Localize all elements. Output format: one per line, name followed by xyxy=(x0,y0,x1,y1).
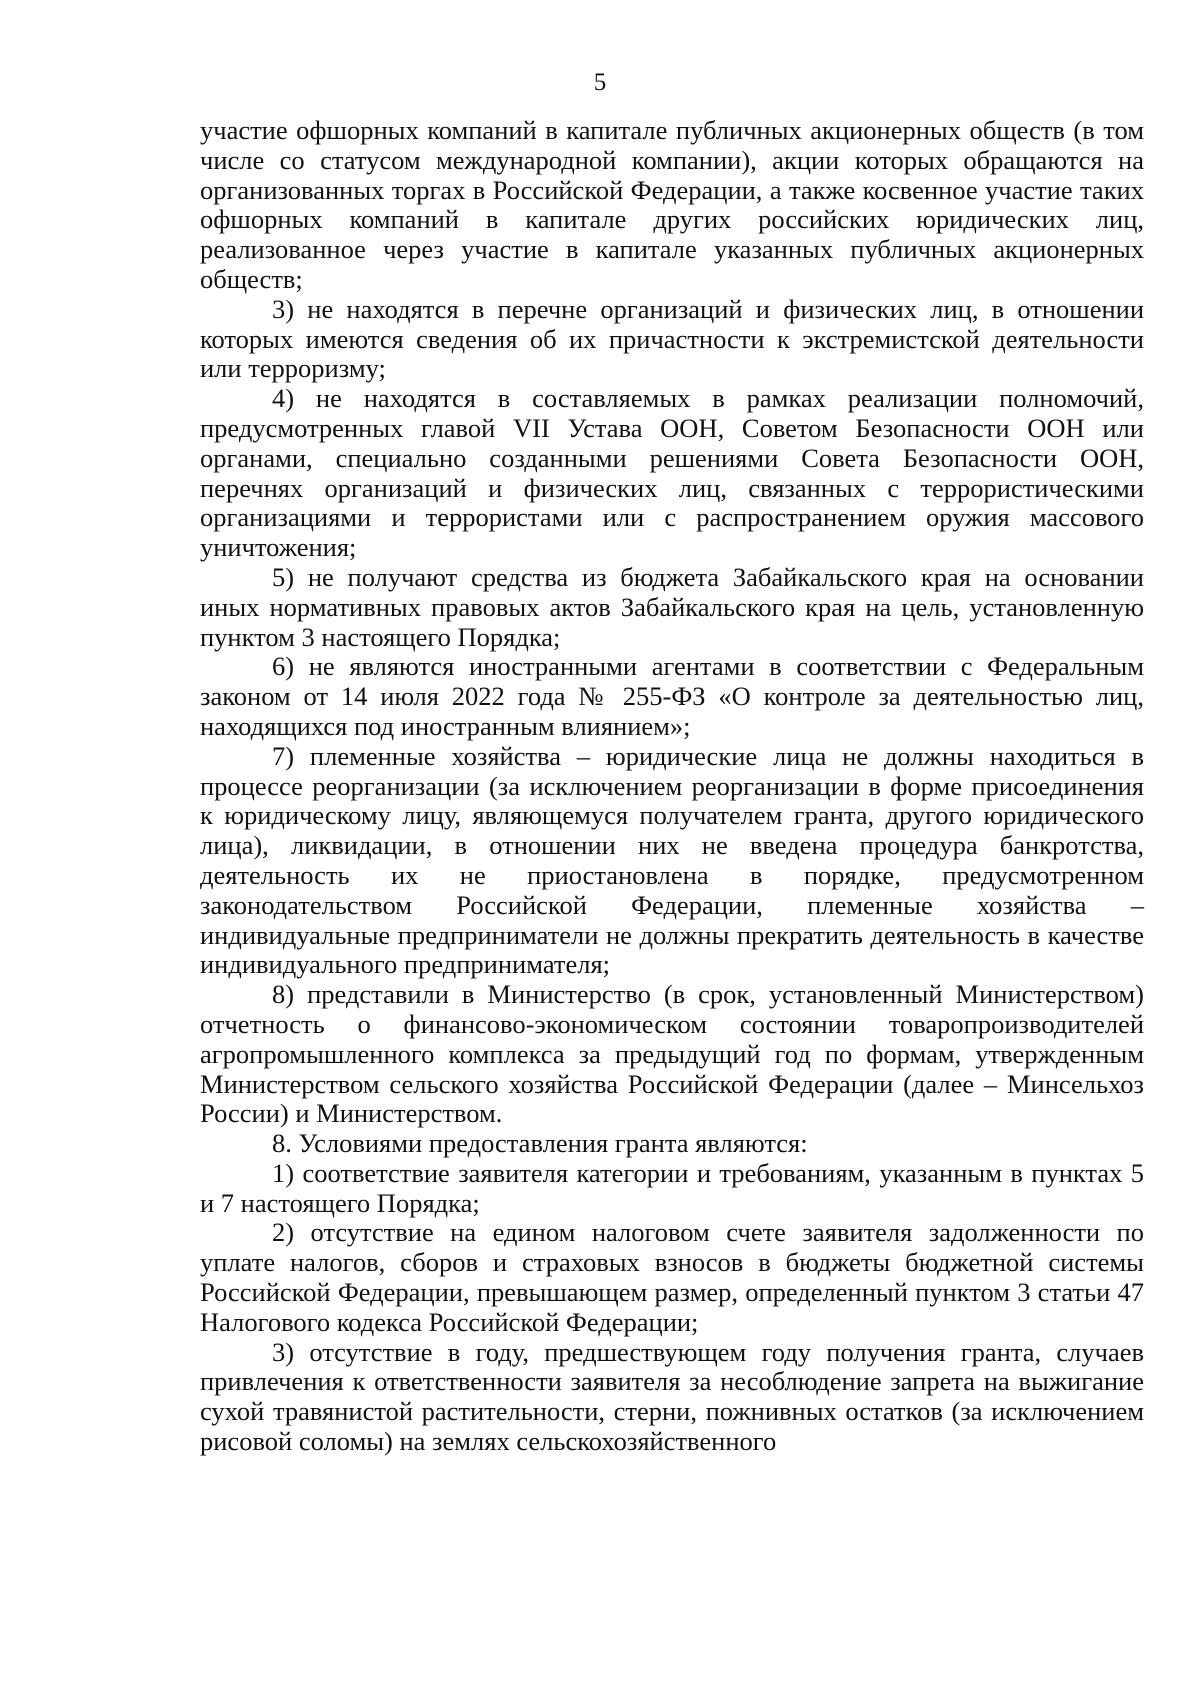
paragraph-item-5: 5) не получают средства из бюджета Забайкальского края на основании иных нормативных правовых актов Забайкальского края на цель, установленную пунктом 3 настоящего Порядка; xyxy=(200,561,1144,652)
document-body xyxy=(200,116,1144,1457)
paragraph-item-3: 3) не находятся в перечне организаций и физических лиц, в отношении которых имеются сведения об их причастности к экстремистской деятельности или терроризму; xyxy=(200,293,1144,384)
paragraph-item-8: 8) представили в Министерство (в срок, установленный Министерством) отчетность о финансово-экономическом состоянии товаропроизводителей агропромышленного комплекса за предыдущий год по формам, утвержденным Министерством сельского хозяйства Российской Федерации (далее – Минсельхоз России) и Министерством. xyxy=(200,979,1144,1129)
condition-item-2: 2) отсутствие на едином налоговом счете заявителя задолженности по уплате налогов, сборов и страховых взносов в бюджеты бюджетной системы Российской Федерации, превышающем размер, определенный пунктом 3 статьи 47 Налогового кодекса Российской Федерации; xyxy=(200,1217,1144,1337)
condition-item-1: 1) соответствие заявителя категории и требованиям, указанным в пунктах 5 и 7 настоящего Порядка; xyxy=(200,1157,1144,1218)
paragraph-continuation: участие офшорных компаний в капитале публичных акционерных обществ (в том числе со статусом международной компании), акции которых обращаются на организованных торгах в Российской Федерации, а также косвенное участие таких офшорных компаний в капитале других российских юридических лиц, реализованное через участие в капитале указанных публичных акционерных обществ; xyxy=(200,115,1144,294)
page-number: 5 xyxy=(593,69,607,96)
paragraph-item-4: 4) не находятся в составляемых в рамках реализации полномочий, предусмотренных главой VII Устава ООН, Советом Безопасности ООН или органами, специально созданными решениями Совета Безопасности ООН, перечнях организаций и физических лиц, связанных с террористическими организациями и террористами или с распространением оружия массового уничтожения; xyxy=(200,383,1144,563)
condition-item-3: 3) отсутствие в году, предшествующем году получения гранта, случаев привлечения к ответственности заявителя за несоблюдение запрета на выжигание сухой травянистой растительности, стерни, пожнивных остатков (за исключением рисовой соломы) на землях сельскохозяйственного xyxy=(200,1336,1144,1457)
paragraph-item-7: 7) племенные хозяйства – юридические лица не должны находиться в процессе реорганизации (за исключением реорганизации в форме присоединения к юридическому лицу, являющемуся получателем гранта, другого юридического лица), ликвидации, в отношении них не введена процедура банкротства, деятельность их не приостановлена в порядке, предусмотренном законодательством Российской Федерации, племенные хозяйства – индивидуальные предприниматели не должны прекратить деятельность в качестве индивидуального предпринимателя; xyxy=(200,740,1144,980)
paragraph-item-6: 6) не являются иностранными агентами в соответствии с Федеральным законом от 14 июля 2022 года № 255-ФЗ «О контроле за деятельностью лиц, находящихся под иностранным влиянием»; xyxy=(200,651,1144,741)
section-8-heading: 8. Условиями предоставления гранта являются: xyxy=(272,1128,808,1159)
